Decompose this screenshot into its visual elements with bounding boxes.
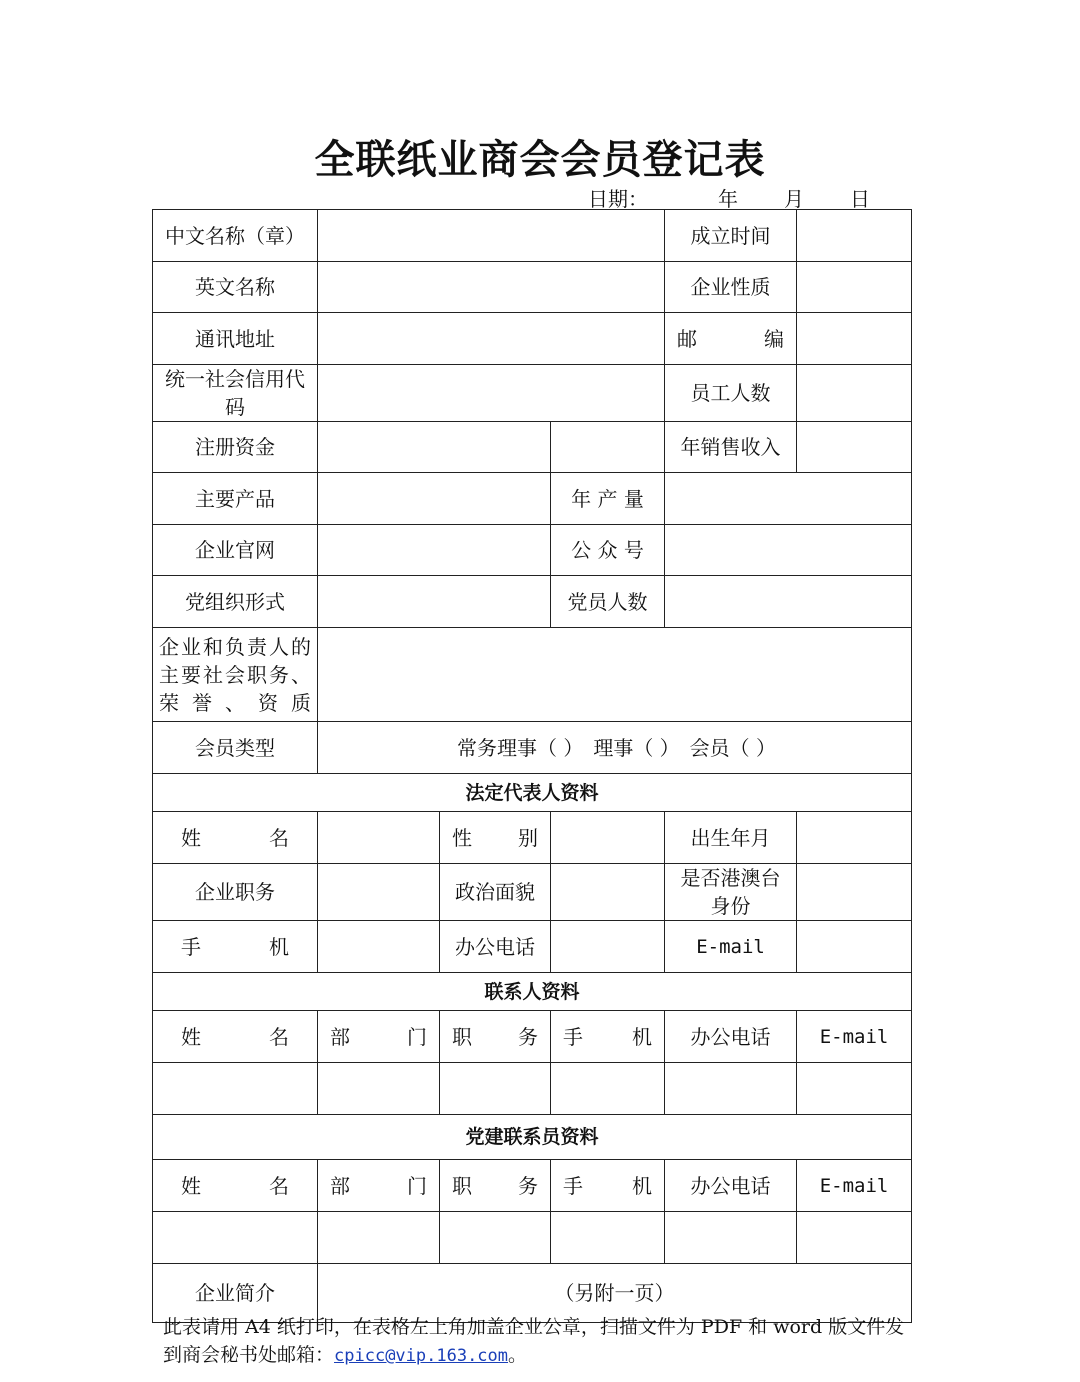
input-party-title[interactable] <box>440 1212 551 1264</box>
label-nature: 企业性质 <box>665 262 797 313</box>
section-party-contact: 党建联系员资料 <box>153 1115 912 1160</box>
label-founded: 成立时间 <box>665 210 797 262</box>
label-output: 年 产 量 <box>551 473 665 525</box>
input-legal-political[interactable] <box>551 864 665 921</box>
label-products: 主要产品 <box>153 473 318 525</box>
label-party-members: 党员人数 <box>551 576 665 628</box>
label-postcode: 邮 编 <box>665 313 797 365</box>
label-cn-name: 中文名称（章） <box>153 210 318 262</box>
date-month: 月 <box>784 187 804 211</box>
label-website: 企业官网 <box>153 525 318 576</box>
input-products[interactable] <box>318 473 551 525</box>
input-website[interactable] <box>318 525 551 576</box>
input-legal-gender[interactable] <box>551 812 665 864</box>
input-legal-mobile[interactable] <box>318 921 440 973</box>
input-contact-dept[interactable] <box>318 1063 440 1115</box>
input-en-name[interactable] <box>318 262 665 313</box>
input-output[interactable] <box>665 473 912 525</box>
input-honors[interactable] <box>318 628 912 722</box>
input-party-name[interactable] <box>153 1212 318 1264</box>
label-contact-office-phone: 办公电话 <box>665 1011 797 1063</box>
input-nature[interactable] <box>797 262 912 313</box>
section-contact: 联系人资料 <box>153 973 912 1011</box>
footer-email-link[interactable]: cpicc@vip.163.com <box>334 1346 509 1366</box>
label-honors: 企业和负责人的主要社会职务、荣誉、资质 <box>153 628 318 722</box>
input-credit-code[interactable] <box>318 365 665 422</box>
label-legal-gender: 性 别 <box>440 812 551 864</box>
form-title: 全联纸业商会会员登记表 <box>314 136 766 183</box>
label-en-name: 英文名称 <box>153 262 318 313</box>
input-party-office-phone[interactable] <box>665 1212 797 1264</box>
label-address: 通讯地址 <box>153 313 318 365</box>
input-legal-name[interactable] <box>318 812 440 864</box>
input-party-members[interactable] <box>665 576 912 628</box>
input-contact-email[interactable] <box>797 1063 912 1115</box>
input-contact-title[interactable] <box>440 1063 551 1115</box>
date-day: 日 <box>850 187 870 211</box>
label-legal-mobile: 手 机 <box>153 921 318 973</box>
label-party-name: 姓 名 <box>153 1160 318 1212</box>
label-legal-political: 政治面貌 <box>440 864 551 921</box>
input-employees[interactable] <box>797 365 912 422</box>
input-legal-office-phone[interactable] <box>551 921 665 973</box>
label-contact-email: E-mail <box>797 1011 912 1063</box>
date-year: 年 <box>718 187 738 211</box>
label-party-dept: 部 门 <box>318 1160 440 1212</box>
label-contact-mobile: 手 机 <box>551 1011 665 1063</box>
footer-note <box>163 1313 923 1370</box>
input-wechat[interactable] <box>665 525 912 576</box>
input-legal-hk-macau-tw[interactable] <box>797 864 912 921</box>
input-party-org[interactable] <box>318 576 551 628</box>
label-legal-hk-macau-tw: 是否港澳台身份 <box>665 864 797 921</box>
label-party-email: E-mail <box>797 1160 912 1212</box>
label-revenue: 年销售收入 <box>665 422 797 473</box>
input-address[interactable] <box>318 313 665 365</box>
input-founded[interactable] <box>797 210 912 262</box>
input-legal-birth[interactable] <box>797 812 912 864</box>
footer-note-text: 此表请用 A4 纸打印，在表格左上角加盖企业公章，扫描文件为 PDF 和 word 版文件发到商会秘书处邮箱： <box>163 1316 905 1366</box>
label-legal-birth: 出生年月 <box>665 812 797 864</box>
footer-note-end: 。 <box>508 1344 528 1366</box>
label-party-org: 党组织形式 <box>153 576 318 628</box>
label-member-type: 会员类型 <box>153 722 318 774</box>
label-capital: 注册资金 <box>153 422 318 473</box>
label-credit-code: 统一社会信用代码 <box>153 365 318 422</box>
label-legal-position: 企业职务 <box>153 864 318 921</box>
registration-table <box>152 209 912 1323</box>
label-intro: 企业简介 <box>153 1264 318 1323</box>
label-contact-name: 姓 名 <box>153 1011 318 1063</box>
input-contact-name[interactable] <box>153 1063 318 1115</box>
intro-value[interactable]: （另附一页） <box>318 1264 912 1323</box>
input-revenue[interactable] <box>797 422 912 473</box>
section-legal-rep: 法定代表人资料 <box>153 774 912 812</box>
input-postcode[interactable] <box>797 313 912 365</box>
label-legal-name: 姓 名 <box>153 812 318 864</box>
label-contact-dept: 部 门 <box>318 1011 440 1063</box>
input-cn-name[interactable] <box>318 210 665 262</box>
input-capital-extra[interactable] <box>551 422 665 473</box>
label-party-office-phone: 办公电话 <box>665 1160 797 1212</box>
label-contact-title: 职 务 <box>440 1011 551 1063</box>
input-legal-email[interactable] <box>797 921 912 973</box>
label-party-mobile: 手 机 <box>551 1160 665 1212</box>
label-legal-email: E-mail <box>665 921 797 973</box>
label-wechat: 公 众 号 <box>551 525 665 576</box>
input-party-dept[interactable] <box>318 1212 440 1264</box>
input-contact-mobile[interactable] <box>551 1063 665 1115</box>
label-employees: 员工人数 <box>665 365 797 422</box>
date-label: 日期： <box>588 187 648 211</box>
input-contact-office-phone[interactable] <box>665 1063 797 1115</box>
member-type-options[interactable]: 常务理事（ ） 理事（ ） 会员（ ） <box>318 722 912 774</box>
label-legal-office-phone: 办公电话 <box>440 921 551 973</box>
label-party-title: 职 务 <box>440 1160 551 1212</box>
input-party-mobile[interactable] <box>551 1212 665 1264</box>
input-party-email[interactable] <box>797 1212 912 1264</box>
input-capital[interactable] <box>318 422 551 473</box>
input-legal-position[interactable] <box>318 864 440 921</box>
